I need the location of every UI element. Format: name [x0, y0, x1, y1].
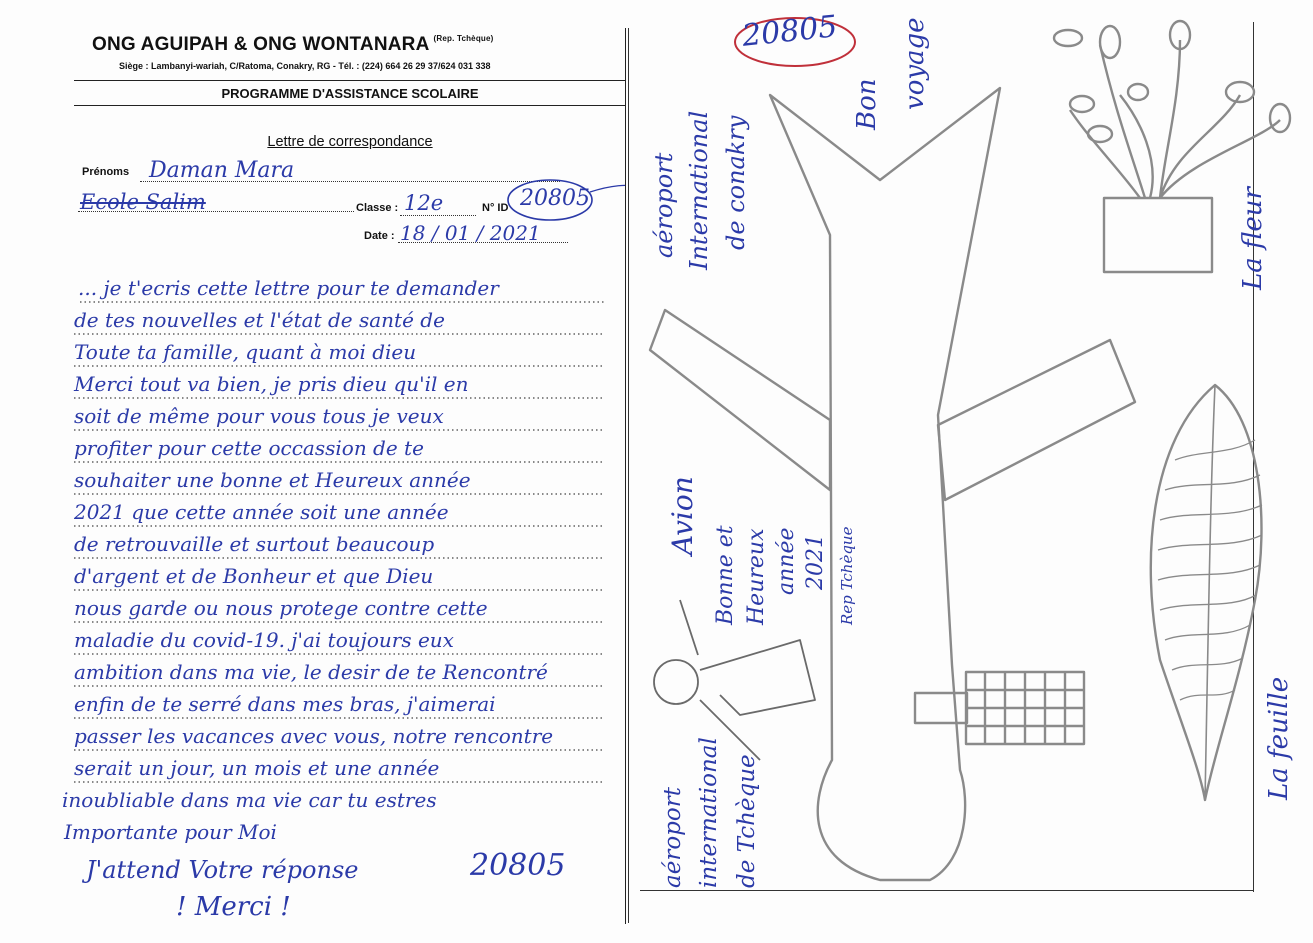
- date-label: Date :: [364, 230, 395, 242]
- la-fleur-label: La fleur: [1238, 187, 1268, 290]
- id-value: 20805: [520, 186, 590, 211]
- letter-closing-id: 20805: [470, 848, 566, 883]
- id-label: N° ID: [482, 202, 509, 214]
- letter-line: serait un jour, un mois et une année: [74, 756, 440, 780]
- classe-value: 12e: [404, 191, 444, 215]
- document-title: Lettre de correspondance: [267, 134, 433, 150]
- classe-label: Classe :: [356, 202, 399, 214]
- la-feuille-label: La feuille: [1264, 676, 1294, 800]
- airport-bottom-line2: international: [696, 737, 722, 888]
- airport-bottom-line1: aéroport: [660, 787, 686, 888]
- letter-line: de tes nouvelles et l'état de santé de: [74, 308, 445, 332]
- airport-bottom-line3: de Tchèque: [734, 754, 760, 888]
- letter-line: profiter pour cette occassion de te: [74, 436, 424, 460]
- bon-voyage-line2: voyage: [900, 17, 930, 110]
- letter-line: 2021 que cette année soit une année: [74, 500, 449, 524]
- airport-top-line1: aéroport: [650, 152, 678, 258]
- greeting-line4: 2021: [803, 534, 828, 590]
- letter-closing: J'attend Votre réponse: [86, 856, 359, 884]
- greeting-line3: année: [774, 527, 799, 595]
- left-wing: [650, 310, 830, 490]
- letter-line: ... je t'ecris cette lettre pour te demander: [78, 276, 499, 300]
- letter-line: soit de même pour vous tous je veux: [74, 404, 444, 428]
- letter-line: Importante pour Moi: [64, 820, 277, 844]
- letter-line: inoubliable dans ma vie car tu estres: [62, 788, 437, 812]
- letter-line: de retrouvaille et surtout beaucoup: [74, 532, 435, 556]
- program-title: PROGRAMME D'ASSISTANCE SCOLAIRE: [221, 86, 479, 101]
- flower-stem: [1070, 40, 1280, 198]
- letter-line: nous garde ou nous protege contre cette: [74, 596, 488, 620]
- letter-line: souhaiter une bonne et Heureux année: [74, 468, 471, 492]
- letter-line: Toute ta famille, quant à moi dieu: [74, 340, 417, 364]
- drawing-id: 20805: [740, 9, 840, 54]
- letter-line: maladie du covid-19. j'ai toujours eux: [74, 628, 454, 652]
- date-value: 18 / 01 / 2021: [400, 221, 541, 245]
- letter-line: ambition dans ma vie, le desir de te Rencontré: [74, 660, 548, 684]
- letter-line: Merci tout va bien, je pris dieu qu'il en: [74, 372, 469, 396]
- greeting-line1: Bonne et: [713, 525, 738, 625]
- org-name: ONG AGUIPAH & ONG WONTANARA: [92, 34, 430, 55]
- airport-top-line2: International: [685, 110, 713, 270]
- flower-pot: [1104, 198, 1212, 272]
- avion-label: Avion: [666, 476, 699, 555]
- right-wing: [938, 340, 1135, 500]
- airplane-door: [915, 693, 967, 723]
- airplane-icon: [770, 88, 1000, 880]
- prenoms-label: Prénoms: [82, 166, 130, 178]
- letter-merci: ! Merci !: [176, 892, 291, 922]
- rep-tcheque-label: Rep Tchèque: [838, 526, 856, 625]
- letter-line: d'argent et de Bonheur et que Dieu: [74, 564, 434, 588]
- org-rep: (Rep. Tchèque): [433, 34, 494, 43]
- school-value: Ecole Salim: [80, 190, 206, 214]
- org-address: Siège : Lambanyi-wariah, C/Ratoma, Conakry, RG - Tél. : (224) 664 26 29 37/624 031 338: [119, 61, 491, 71]
- airport-top-line3: de conakry: [722, 115, 750, 250]
- letter-line: passer les vacances avec vous, notre rencontre: [74, 724, 554, 748]
- prenoms-value: Daman Mara: [149, 158, 295, 183]
- bon-voyage-line1: Bon: [852, 78, 882, 130]
- greeting-line2: Heureux: [744, 528, 769, 625]
- letter-line: enfin de te serré dans mes bras, j'aimerai: [74, 692, 496, 716]
